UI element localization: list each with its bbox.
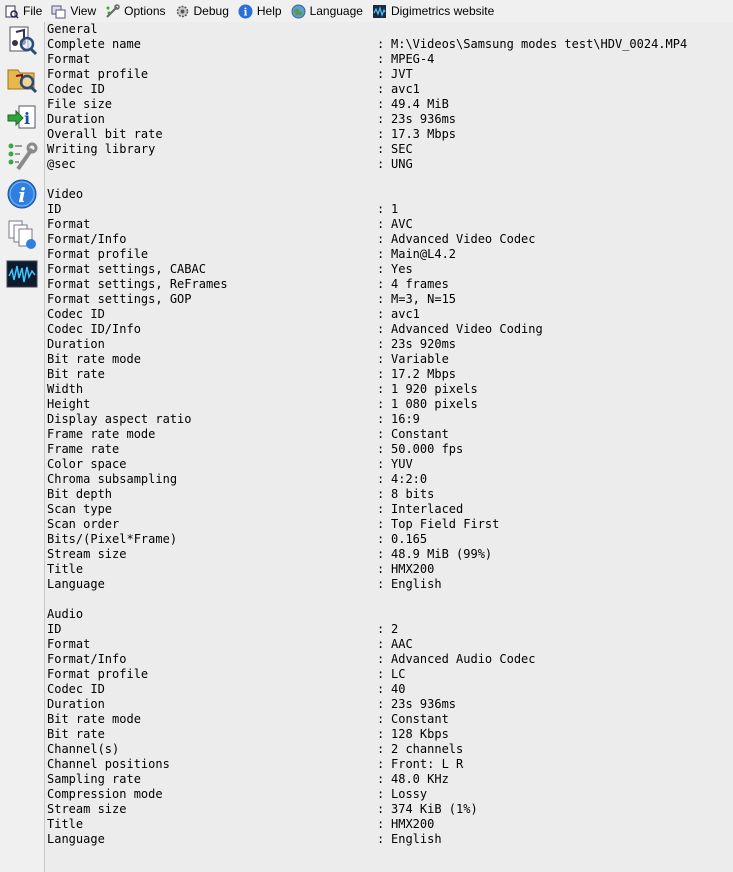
info-separator: : <box>377 292 385 306</box>
info-label: Bit rate <box>47 367 105 381</box>
info-label: Stream size <box>47 802 127 816</box>
info-separator: : <box>377 412 385 426</box>
info-label: File size <box>47 97 113 111</box>
info-label: Codec ID/Info <box>47 322 141 336</box>
info-separator: : <box>377 382 385 396</box>
info-separator: : <box>377 712 385 726</box>
menu-file-label: File <box>23 4 43 18</box>
info-label: General <box>47 22 98 36</box>
info-separator: : <box>377 487 385 501</box>
info-separator: : <box>377 697 385 711</box>
info-label: Video <box>47 187 84 201</box>
info-separator: : <box>377 232 385 246</box>
info-value: HMX200 <box>391 562 435 576</box>
info-separator: : <box>377 667 385 681</box>
info-value: Yes <box>391 262 413 276</box>
info-separator: : <box>377 142 385 156</box>
info-label: Language <box>47 577 105 591</box>
info-label: Audio <box>47 607 84 621</box>
info-separator: : <box>377 472 385 486</box>
info-value: 49.4 MiB <box>391 97 449 111</box>
info-separator: : <box>377 802 385 816</box>
info-label: Sampling rate <box>47 772 141 786</box>
info-label: Frame rate mode <box>47 427 156 441</box>
info-value: M=3, N=15 <box>391 292 457 306</box>
info-value: 48.0 KHz <box>391 772 449 786</box>
compare-icon[interactable] <box>6 218 38 250</box>
info-value: 23s 936ms <box>391 697 457 711</box>
menu-file[interactable] <box>0 0 47 22</box>
left-toolbar <box>0 22 45 872</box>
info-separator: : <box>377 82 385 96</box>
info-label: Bit depth <box>47 487 113 501</box>
info-value: LC <box>391 667 406 681</box>
info-separator: : <box>377 97 385 111</box>
info-separator: : <box>377 247 385 261</box>
info-value: Constant <box>391 712 449 726</box>
info-label: Complete name <box>47 37 141 51</box>
info-separator: : <box>377 157 385 171</box>
preferences-icon[interactable] <box>6 140 38 172</box>
info-separator: : <box>377 367 385 381</box>
info-label: Format/Info <box>47 652 127 666</box>
info-value: 40 <box>391 682 406 696</box>
info-icon[interactable] <box>6 178 38 210</box>
info-value: Advanced Video Codec <box>391 232 536 246</box>
info-separator: : <box>377 322 385 336</box>
info-label: Scan type <box>47 502 113 516</box>
info-label: Format settings, ReFrames <box>47 277 228 291</box>
digimetrics-icon <box>372 4 387 19</box>
info-separator: : <box>377 772 385 786</box>
info-label: Display aspect ratio <box>47 412 192 426</box>
info-value: 2 channels <box>391 742 464 756</box>
info-value: YUV <box>391 457 413 471</box>
info-label: Format <box>47 52 91 66</box>
info-separator: : <box>377 637 385 651</box>
info-separator: : <box>377 427 385 441</box>
waveform-icon[interactable] <box>6 258 38 290</box>
menu-digimetrics-website[interactable] <box>368 0 499 22</box>
info-value: 374 KiB (1%) <box>391 802 478 816</box>
menu-debug[interactable] <box>171 0 234 22</box>
info-separator: : <box>377 562 385 576</box>
info-label: ID <box>47 202 62 216</box>
info-value: 48.9 MiB (99%) <box>391 547 493 561</box>
info-value: 128 Kbps <box>391 727 449 741</box>
info-label: Codec ID <box>47 682 105 696</box>
info-value: 1 920 pixels <box>391 382 478 396</box>
info-label: Scan order <box>47 517 120 531</box>
info-label: Frame rate <box>47 442 120 456</box>
info-value: 23s 920ms <box>391 337 457 351</box>
menu-options[interactable] <box>101 0 170 22</box>
info-label: Codec ID <box>47 82 105 96</box>
info-label: Width <box>47 382 84 396</box>
open-file-icon[interactable] <box>6 24 38 56</box>
info-label: Language <box>47 832 105 846</box>
info-label: Bit rate <box>47 727 105 741</box>
info-separator: : <box>377 577 385 591</box>
info-separator: : <box>377 127 385 141</box>
info-value: Top Field First <box>391 517 500 531</box>
info-label: Channel positions <box>47 757 170 771</box>
info-value: 1 080 pixels <box>391 397 478 411</box>
info-value: English <box>391 832 442 846</box>
info-label: Bit rate mode <box>47 712 141 726</box>
info-separator: : <box>377 52 385 66</box>
info-value: Variable <box>391 352 449 366</box>
menu-view-label: View <box>70 4 97 18</box>
info-value: 4 frames <box>391 277 449 291</box>
info-value: Front: L R <box>391 757 464 771</box>
menu-debug-label: Debug <box>193 4 229 18</box>
info-value: 0.165 <box>391 532 428 546</box>
info-value: SEC <box>391 142 413 156</box>
info-value: Main@L4.2 <box>391 247 457 261</box>
menu-digimetrics-label: Digimetrics website <box>390 4 495 18</box>
info-separator: : <box>377 352 385 366</box>
info-label: Codec ID <box>47 307 105 321</box>
info-label: Format/Info <box>47 232 127 246</box>
info-separator: : <box>377 727 385 741</box>
info-separator: : <box>377 112 385 126</box>
info-label: @sec <box>47 157 76 171</box>
info-separator: : <box>377 307 385 321</box>
info-value: 23s 936ms <box>391 112 457 126</box>
info-separator: : <box>377 202 385 216</box>
info-separator: : <box>377 502 385 516</box>
info-value: 2 <box>391 622 399 636</box>
info-separator: : <box>377 757 385 771</box>
info-value: HMX200 <box>391 817 435 831</box>
info-value: Interlaced <box>391 502 464 516</box>
info-text-area[interactable] <box>45 22 733 872</box>
info-separator: : <box>377 742 385 756</box>
info-value: AAC <box>391 637 413 651</box>
info-value: avc1 <box>391 307 420 321</box>
info-label: Chroma subsampling <box>47 472 178 486</box>
export-icon[interactable] <box>6 102 38 134</box>
info-value: Advanced Audio Codec <box>391 652 536 666</box>
info-separator: : <box>377 37 385 51</box>
menu-help-label: Help <box>256 4 282 18</box>
info-value: Advanced Video Coding <box>391 322 543 336</box>
info-label: Title <box>47 817 84 831</box>
info-separator: : <box>377 682 385 696</box>
info-separator: : <box>377 277 385 291</box>
info-value: AVC <box>391 217 413 231</box>
file-icon <box>4 4 19 19</box>
info-value: 4:2:0 <box>391 472 428 486</box>
menu-bar <box>0 0 733 22</box>
info-value: Lossy <box>391 787 428 801</box>
info-value: Constant <box>391 427 449 441</box>
info-label: Format settings, CABAC <box>47 262 206 276</box>
info-label: Bits/(Pixel*Frame) <box>47 532 178 546</box>
svg-text:i: i <box>18 183 26 207</box>
info-label: Duration <box>47 337 105 351</box>
info-separator: : <box>377 337 385 351</box>
info-label: Compression mode <box>47 787 163 801</box>
info-separator: : <box>377 457 385 471</box>
info-label: Format <box>47 217 91 231</box>
info-label: Color space <box>47 457 127 471</box>
info-value: 8 bits <box>391 487 435 501</box>
info-label: Height <box>47 397 91 411</box>
info-label: Format profile <box>47 67 149 81</box>
info-separator: : <box>377 652 385 666</box>
menu-options-label: Options <box>124 4 166 18</box>
info-separator: : <box>377 622 385 636</box>
menu-view[interactable] <box>47 0 101 22</box>
info-value: 17.3 Mbps <box>391 127 457 141</box>
info-separator: : <box>377 262 385 276</box>
menu-help[interactable] <box>234 0 287 22</box>
info-separator: : <box>377 832 385 846</box>
info-separator: : <box>377 817 385 831</box>
info-label: ID <box>47 622 62 636</box>
info-label: Format settings, GOP <box>47 292 192 306</box>
info-value: M:\Videos\Samsung modes test\HDV_0024.MP4 <box>391 37 688 51</box>
svg-text:i: i <box>23 109 31 128</box>
info-separator: : <box>377 442 385 456</box>
view-icon <box>51 4 66 19</box>
info-value: MPEG-4 <box>391 52 435 66</box>
info-separator: : <box>377 397 385 411</box>
info-separator: : <box>377 532 385 546</box>
info-separator: : <box>377 217 385 231</box>
menu-language-label: Language <box>309 4 363 18</box>
info-separator: : <box>377 787 385 801</box>
info-label: Overall bit rate <box>47 127 163 141</box>
info-separator: : <box>377 67 385 81</box>
info-label: Duration <box>47 697 105 711</box>
info-value: avc1 <box>391 82 420 96</box>
info-value: UNG <box>391 157 413 171</box>
info-value: 50.000 fps <box>391 442 464 456</box>
open-folder-icon[interactable] <box>6 62 38 94</box>
info-value: 1 <box>391 202 399 216</box>
info-value: 16:9 <box>391 412 420 426</box>
menu-language[interactable] <box>287 0 368 22</box>
info-label: Writing library <box>47 142 156 156</box>
info-value: English <box>391 577 442 591</box>
info-label: Format profile <box>47 667 149 681</box>
info-separator: : <box>377 517 385 531</box>
info-label: Channel(s) <box>47 742 120 756</box>
debug-icon <box>175 4 190 19</box>
help-icon <box>238 4 253 19</box>
language-icon <box>291 4 306 19</box>
info-label: Duration <box>47 112 105 126</box>
info-label: Stream size <box>47 547 127 561</box>
info-label: Title <box>47 562 84 576</box>
info-label: Bit rate mode <box>47 352 141 366</box>
info-label: Format <box>47 637 91 651</box>
info-value: JVT <box>391 67 413 81</box>
info-label: Format profile <box>47 247 149 261</box>
svg-text:i: i <box>243 7 248 18</box>
info-value: 17.2 Mbps <box>391 367 457 381</box>
options-icon <box>105 4 120 19</box>
info-separator: : <box>377 547 385 561</box>
